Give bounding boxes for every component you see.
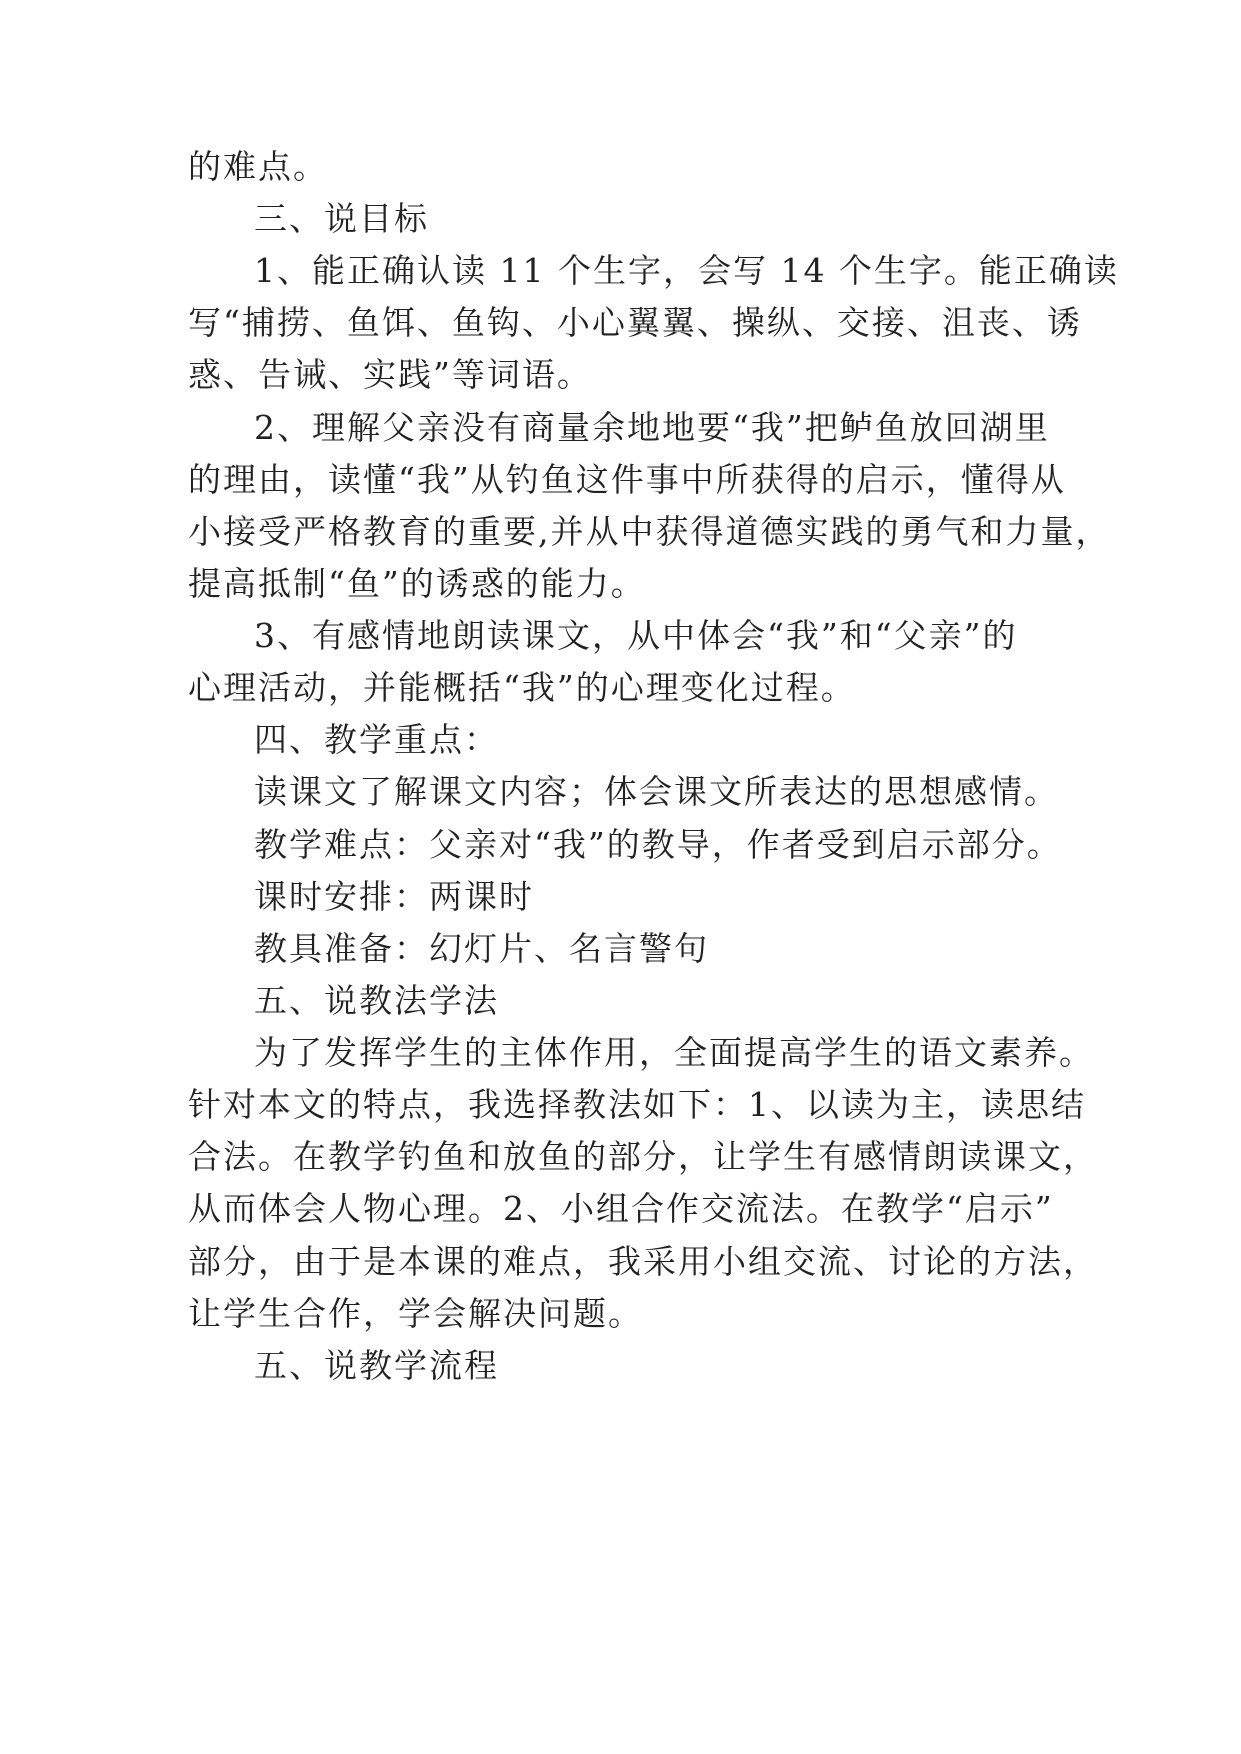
text-line: 合法。在教学钓鱼和放鱼的部分，让学生有感情朗读课文，	[188, 1137, 1098, 1176]
text-line: 的理由，读懂“我”从钓鱼这件事中所获得的启示，懂得从	[188, 460, 1066, 499]
text-line: 为了发挥学生的主体作用，全面提高学生的语文素养。	[254, 1033, 1094, 1072]
text-line: 3、有感情地朗读课文，从中体会“我”和“父亲”的	[254, 616, 1018, 655]
text-line: 写“捕捞、鱼饵、鱼钩、小心翼翼、操纵、交接、沮丧、诱	[188, 303, 1082, 342]
text-line: 教具准备：幻灯片、名言警句	[254, 929, 709, 968]
section-heading: 五、说教学流程	[254, 1346, 499, 1385]
text-line: 1、能正确认读 11 个生字，会写 14 个生字。能正确读	[254, 251, 1119, 290]
section-heading: 四、教学重点：	[254, 720, 499, 759]
text-line: 从而体会人物心理。2、小组合作交流法。在教学“启示”	[188, 1189, 1054, 1228]
text-line: 心理活动，并能概括“我”的心理变化过程。	[188, 668, 856, 707]
text-line: 让学生合作，学会解决问题。	[188, 1294, 643, 1333]
text-line: 读课文了解课文内容；体会课文所表达的思想感情。	[254, 772, 1059, 811]
text-line: 小接受严格教育的重要,并从中获得道德实践的勇气和力量，	[188, 512, 1111, 551]
text-line: 的难点。	[188, 147, 328, 186]
text-line: 2、理解父亲没有商量余地地要“我”把鲈鱼放回湖里	[254, 408, 1050, 447]
section-heading: 三、说目标	[254, 199, 429, 238]
text-line: 惑、告诫、实践”等词语。	[188, 355, 592, 394]
text-line: 教学难点：父亲对“我”的教导，作者受到启示部分。	[254, 825, 1062, 864]
text-line: 课时安排：两课时	[254, 877, 534, 916]
section-heading: 五、说教法学法	[254, 981, 499, 1020]
text-line: 针对本文的特点，我选择教法如下：1、以读为主，读思结	[188, 1085, 1086, 1124]
text-line: 提高抵制“鱼”的诱惑的能力。	[188, 564, 646, 603]
text-line: 部分，由于是本课的难点，我采用小组交流、讨论的方法，	[188, 1242, 1098, 1281]
